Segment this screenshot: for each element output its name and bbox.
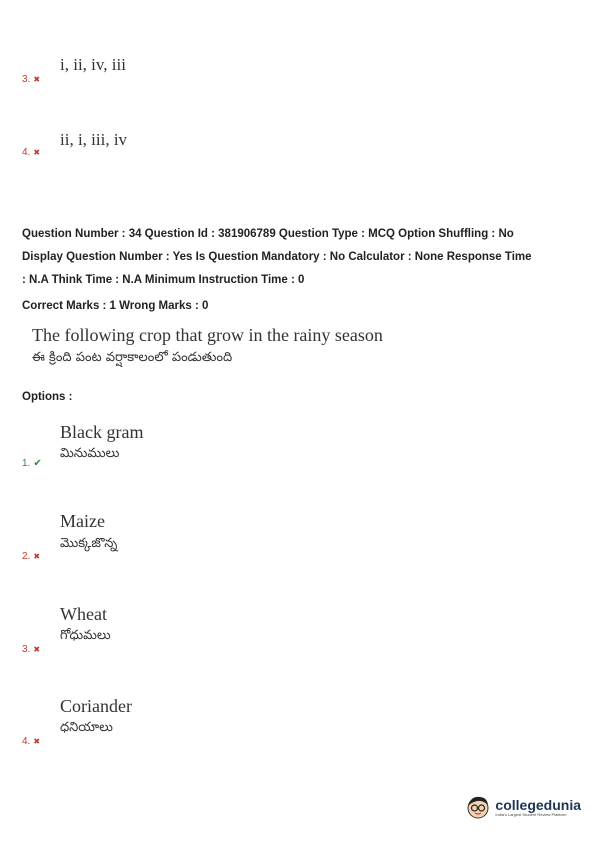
question-meta-line-1: Question Number : 34 Question Id : 381906789 Question Type : MCQ Option Shuffling : No xyxy=(22,228,514,240)
question-meta-line-2: Display Question Number : Yes Is Question Mandatory : No Calculator : None Response Time xyxy=(22,251,532,263)
mascot-icon xyxy=(465,794,491,820)
option-2-label: 2. xyxy=(22,551,31,562)
option-4-number xyxy=(22,736,40,747)
cross-icon: ✖ xyxy=(33,737,41,746)
prev-option-4-text: ii, i, iii, iv xyxy=(60,130,128,149)
question-meta-line-3: : N.A Think Time : N.A Minimum Instruction Time : 0 xyxy=(22,274,305,286)
prev-option-3-label: 3. xyxy=(22,74,31,85)
option-1-label: 1. xyxy=(22,458,31,469)
option-4-english: Coriander xyxy=(60,696,132,716)
option-3-label: 3. xyxy=(22,644,31,655)
prev-option-4-number xyxy=(22,147,40,158)
option-2-number xyxy=(22,551,40,562)
question-text-english: The following crop that grow in the rainy season xyxy=(32,325,383,345)
prev-option-3-text: i, ii, iv, iii xyxy=(60,55,126,74)
cross-icon: ✖ xyxy=(33,75,41,84)
check-icon: ✔ xyxy=(33,458,42,469)
question-text-telugu: ఈ క్రింది పంట వర్షాకాలంలో పండుతుంది xyxy=(32,350,233,365)
option-3-english: Wheat xyxy=(60,604,107,624)
option-2-english: Maize xyxy=(60,511,105,531)
collegedunia-logo xyxy=(465,794,581,820)
cross-icon: ✖ xyxy=(33,552,41,561)
prev-option-4-label: 4. xyxy=(22,147,31,158)
logo-name: collegedunia xyxy=(495,796,581,813)
logo-tagline: India's Largest Student Review Platform xyxy=(495,811,567,817)
option-1-telugu: మినుములు xyxy=(60,446,120,461)
cross-icon: ✖ xyxy=(33,645,41,654)
option-3-telugu: గోధుమలు xyxy=(60,628,111,643)
option-3-number xyxy=(22,644,40,655)
question-marks: Correct Marks : 1 Wrong Marks : 0 xyxy=(22,300,209,312)
option-2-telugu: మొక్కజొన్న xyxy=(60,536,118,551)
option-1-number xyxy=(22,458,42,469)
cross-icon: ✖ xyxy=(33,148,41,157)
option-4-label: 4. xyxy=(22,736,31,747)
options-heading: Options : xyxy=(22,391,73,403)
prev-option-3-number xyxy=(22,74,40,85)
option-1-english: Black gram xyxy=(60,422,144,442)
option-4-telugu: ధనియాలు xyxy=(60,720,113,735)
